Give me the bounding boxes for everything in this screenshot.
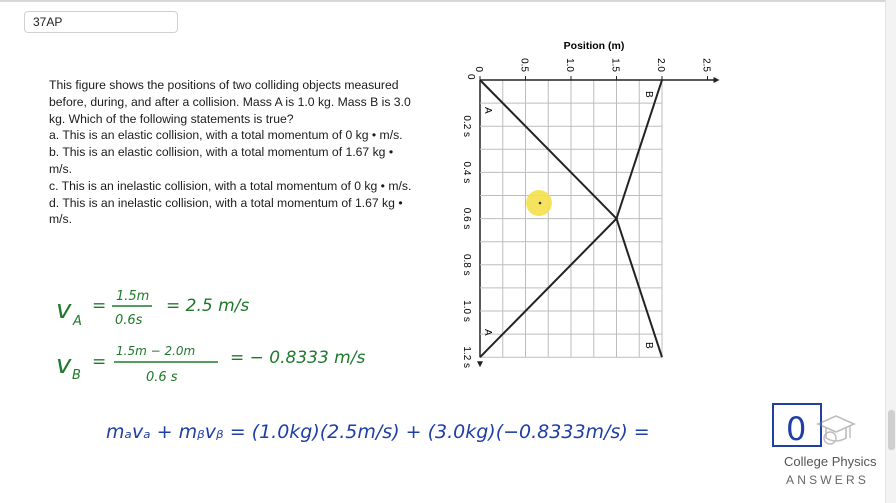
momentum-equation: [106, 404, 821, 448]
va-numerator: 1.5m: [116, 289, 150, 304]
vb-denominator: 0.6 s: [146, 370, 178, 385]
position-tick-label: 2.0: [655, 58, 666, 72]
svg-text:=: =: [92, 296, 107, 316]
time-tick-label: 1.2 s: [461, 346, 472, 369]
origin-label: 0: [465, 74, 476, 80]
option-a: a. This is an elastic collision, with a total momentum of 0 kg • m/s.: [49, 128, 403, 143]
time-tick-label: 0.4 s: [461, 161, 472, 184]
option-c: c. This is an inelastic collision, with a total momentum of 0 kg • m/s.: [49, 178, 412, 193]
label-a-bottom: A: [482, 329, 493, 336]
position-tick-label: 1.5: [609, 58, 621, 72]
problem-id: 37AP: [33, 15, 63, 29]
vb-lhs: v: [56, 350, 72, 380]
time-tick-label: 0.8 s: [461, 253, 472, 276]
option-b: b. This is an elastic collision, with a total momentum of 1.67 kg • m/s.: [49, 145, 394, 176]
logo-line-1: College Physics: [784, 454, 877, 469]
option-d: d. This is an inelastic collision, with a total momentum of 1.67 kg • m/s.: [49, 195, 403, 227]
momentum-answer: 0: [786, 410, 807, 448]
svg-text:=: =: [92, 352, 107, 372]
va-lhs: v: [56, 295, 72, 325]
va-denominator: 0.6s: [115, 313, 143, 328]
scroll-thumb[interactable]: [888, 410, 895, 450]
label-a-top: A: [482, 107, 493, 114]
time-tick-label: 1.0 s: [461, 300, 472, 322]
vertical-scrollbar[interactable]: [885, 0, 896, 503]
logo-mortarboard-icon: [818, 416, 854, 444]
position-axis-arrow: [714, 77, 720, 83]
position-tick-label: 1.0: [564, 58, 575, 72]
va-result: = 2.5 m/s: [166, 296, 250, 316]
axis-title: Position (m): [563, 40, 625, 52]
time-tick-label: 0.2 s: [461, 115, 472, 138]
logo-line-2: ANSWERS: [786, 473, 870, 487]
momentum-expression: mₐvₐ + mᵦvᵦ = (1.0kg)(2.5m/s) + (3.0kg)(−0.8333m/s) =: [106, 421, 650, 443]
time-tick-label: 0.6 s: [461, 207, 472, 230]
label-b-bottom: B: [643, 342, 654, 349]
vb-result: = − 0.8333 m/s: [230, 348, 366, 368]
vb-subscript: B: [72, 368, 81, 383]
position-time-graph: [461, 40, 720, 368]
va-subscript: A: [73, 314, 82, 329]
time-ticks: [461, 74, 476, 368]
va-equation: [56, 289, 249, 329]
time-axis-arrow: [477, 361, 483, 367]
label-b-top: B: [643, 91, 654, 98]
position-tick-label: 0: [473, 66, 484, 72]
problem-intro: This figure shows the positions of two colliding objects measured before, during, and after a collision. Mass A is 1.0 kg. Mass B is 3.0 kg. Which of the following statements is true?: [49, 78, 411, 126]
position-ticks: [473, 58, 712, 80]
vb-numerator: 1.5m − 2.0m: [116, 344, 196, 358]
vb-equation: [56, 344, 365, 385]
position-tick-label: 0.5: [518, 58, 530, 72]
position-tick-label: 2.5: [700, 58, 712, 72]
cursor-dot: [539, 202, 542, 205]
